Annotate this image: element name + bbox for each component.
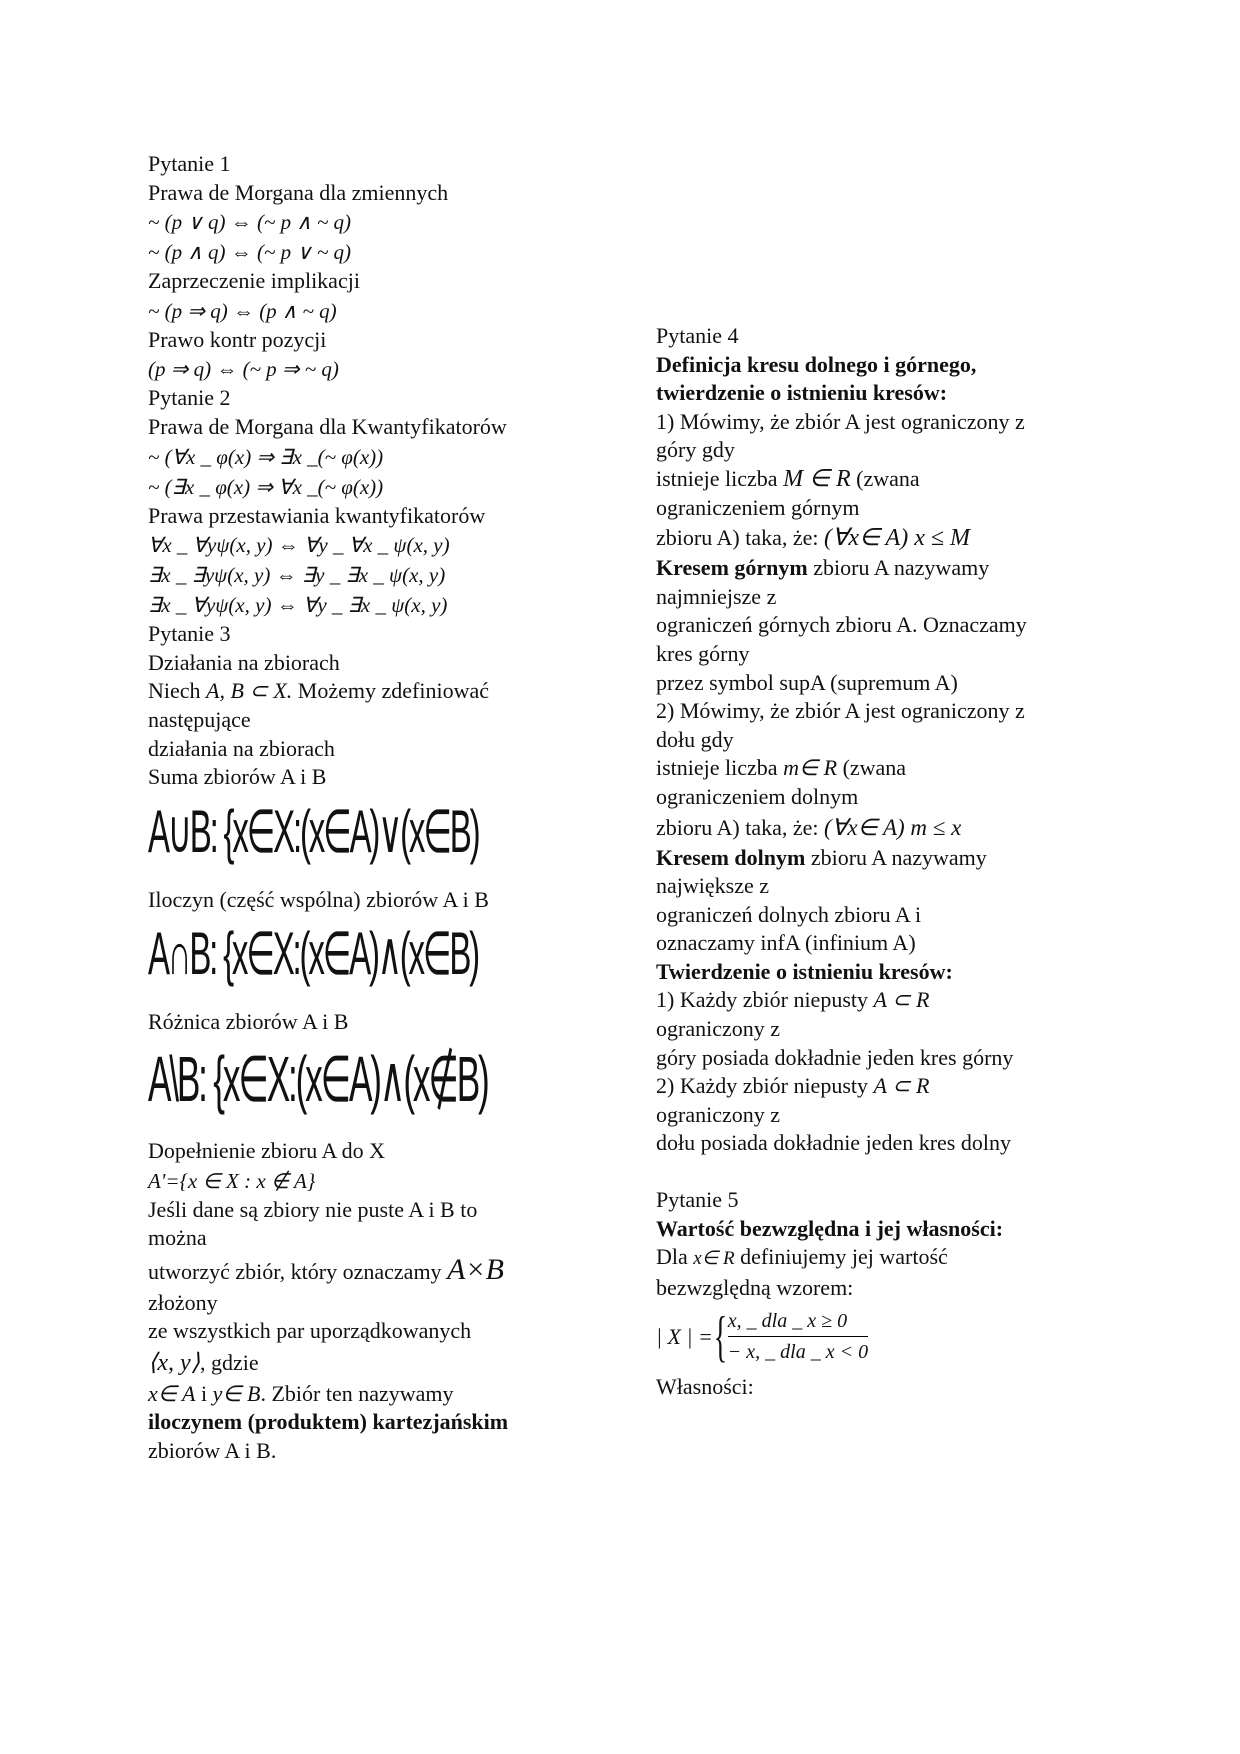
difference-formula: A\B: {x∈X:(x∈A)∧(x∉B) [148,1042,488,1115]
left-column [148,150,618,1466]
q4-line: 1) Mówimy, że zbiór A jest ograniczony z [656,408,1025,434]
q4-line: największe z [656,873,769,899]
q4-line [656,754,1096,783]
q3-title: Pytanie 3 [148,621,231,647]
absolute-value-formula [656,1306,1096,1367]
formula: ∀x _ ∀yψ(x, y) ⇔ ∀y _ ∀x _ ψ(x, y) [148,533,450,558]
q4-line [656,554,1096,583]
union-formula: A∪B: {x∈X:(x∈A)∨(x∈B) [148,797,479,865]
q5-properties-label: Własności: [656,1374,754,1400]
q1-heading: Prawa de Morgana dla zmiennych [148,179,449,205]
q4-line [656,465,1096,494]
formula: (∀x∈ A) x ≤ M [824,525,971,552]
formula: ~ (p ⇒ q) ⇔ (p ∧ ~ q) [148,298,337,323]
q3-line: Jeśli dane są zbiory nie puste A i B to [148,1196,478,1222]
q4-line: dołu posiada dokładnie jeden kres dolny [656,1130,1011,1156]
q4-line [656,844,1096,873]
q3-line: ze wszystkich par uporządkowanych [148,1318,472,1344]
q4-line: przez symbol supA (supremum A) [656,669,958,695]
q4-title: Pytanie 4 [656,323,739,348]
q3-line: następujące [148,706,251,732]
text: definiujemy jej wartość [734,1244,948,1270]
text: 2) Każdy zbiór niepusty [656,1073,868,1099]
text: (zwana [837,755,907,781]
text: istnieje liczba [656,465,778,491]
intersection-formula: A∩B: {x∈X:(x∈A)∧(x∈B) [148,920,478,988]
q4-line: ograniczony z [656,1101,780,1127]
text: zbioru A nazywamy [805,844,987,870]
q4-line: ograniczeniem dolnym [656,783,859,809]
q5-line [656,1243,1096,1274]
formula: ∃x _ ∃yψ(x, y) ⇔ ∃y _ ∃x _ ψ(x, y) [148,563,446,588]
q4-heading: Definicja kresu dolnego i górnego, [656,351,977,377]
formula: ⟨x, y⟩ [148,1349,201,1376]
q4-line [656,986,1096,1015]
formula: m∈ R [783,755,838,781]
q4-line: góry posiada dokładnie jeden kres górny [656,1044,1014,1070]
text: utworzyć zbiór, który oznaczamy [148,1258,442,1284]
q4-line [656,1072,1096,1101]
q1-contraposition: Prawo kontr pozycji [148,326,327,352]
q2-heading: Prawa de Morgana dla Kwantyfikatorów [148,413,507,439]
q4-heading: twierdzenie o istnieniu kresów: [656,380,948,406]
text: zbioru A nazywamy [807,555,990,581]
formula: A×B [447,1252,504,1286]
text: Dla [656,1244,688,1270]
q4-line: dołu gdy [656,726,734,752]
text: istnieje liczba [656,755,778,781]
abs-cases [728,1306,868,1367]
q4-line [656,522,1096,554]
text: 1) Każdy zbiór niepusty [656,987,868,1013]
abs-case: − x, _ dla _ x < 0 [727,1341,869,1364]
formula: M ∈ R [783,465,851,492]
q4-line: ograniczeń górnych zbioru A. Oznaczamy [656,612,1027,638]
formula: A ⊂ R [873,1073,930,1099]
text: zbioru A) taka, że: [656,525,819,551]
q3-line: złożony [148,1289,218,1315]
q4-line: ograniczeń dolnych zbioru A i [656,901,922,927]
right-column [656,322,1096,1402]
q4-line: ograniczeniem górnym [656,494,860,520]
formula: ~ (∃x _ φ(x) ⇒ ∀x _(~ φ(x)) [148,474,384,499]
q4-theorem-heading: Twierdzenie o istnieniu kresów: [656,958,953,984]
q4-line: 2) Mówimy, że zbiór A jest ograniczony z [656,698,1025,724]
formula: ∃x _ ∀yψ(x, y) ⇔ ∀y _ ∃x _ ψ(x, y) [148,593,448,618]
formula: A, B ⊂ X. [206,678,293,704]
q2-swap-heading: Prawa przestawiania kwantyfikatorów [148,502,486,528]
q3-niech [148,677,618,706]
q1-title: Pytanie 1 [148,151,231,176]
text: . Zbiór ten nazywamy [260,1380,454,1406]
q3-line [148,1253,618,1289]
text: Niech [148,678,201,704]
term: Kresem dolnym [656,844,806,870]
q4-line: oznaczamy infA (infinium A) [656,930,916,956]
abs-lhs: | X | = [656,1323,713,1349]
q3-line [148,1346,618,1380]
q4-line [656,812,1096,844]
text: , gdzie [200,1349,259,1375]
formula: y∈ B [212,1380,261,1406]
formula: ~ (p ∨ q) ⇔ (~ p ∧ ~ q) [148,210,352,235]
q3-cartesian-term: iloczynem (produktem) kartezjańskim [148,1409,509,1435]
text: i [195,1380,213,1406]
q3-line: można [148,1225,207,1251]
formula: ~ (p ∧ q) ⇔ (~ p ∨ ~ q) [148,240,352,265]
q3-line [148,1380,618,1409]
q5-title: Pytanie 5 [656,1187,739,1213]
term: Kresem górnym [656,555,808,581]
brace-icon: { [713,1305,728,1368]
q1-implication: Zaprzeczenie implikacji [148,268,360,294]
formula: (p ⇒ q) ⇔ (~ p ⇒ ~ q) [148,357,339,382]
q3-line: zbiorów A i B. [148,1438,277,1464]
q5-heading: Wartość bezwzględna i jej własności: [656,1215,1004,1241]
text: Możemy zdefiniować [292,678,489,704]
q3-complement-label: Dopełnienie zbioru A do X [148,1137,386,1163]
q3-heading: Działania na zbiorach [148,649,340,675]
text: zbioru A) taka, że: [656,814,819,840]
q3-line: działania na zbiorach [148,735,335,761]
q3-difference-label: Różnica zbiorów A i B [148,1009,349,1035]
spacer [656,1158,1096,1186]
text: (zwana [850,465,920,491]
q4-line: najmniejsze z [656,583,777,609]
complement-formula: A'={x ∈ X : x ∉ A} [148,1168,316,1193]
formula: A ⊂ R [873,987,930,1013]
q5-line: bezwzględną wzorem: [656,1274,854,1300]
q2-title: Pytanie 2 [148,385,231,411]
q3-product-label: Iloczyn (część wspólna) zbiorów A i B [148,886,489,912]
q4-line: ograniczony z [656,1016,780,1042]
abs-case: x, _ dla _ x ≥ 0 [728,1306,868,1337]
formula: (∀x∈ A) m ≤ x [824,814,962,840]
formula: ~ (∀x _ φ(x) ⇒ ∃x _(~ φ(x)) [148,444,384,469]
formula: x∈ R [693,1248,735,1270]
q3-sum-label: Suma zbiorów A i B [148,764,327,790]
q4-line: góry gdy [656,437,735,463]
formula: x∈ A [148,1380,196,1406]
q4-line: kres górny [656,640,750,666]
